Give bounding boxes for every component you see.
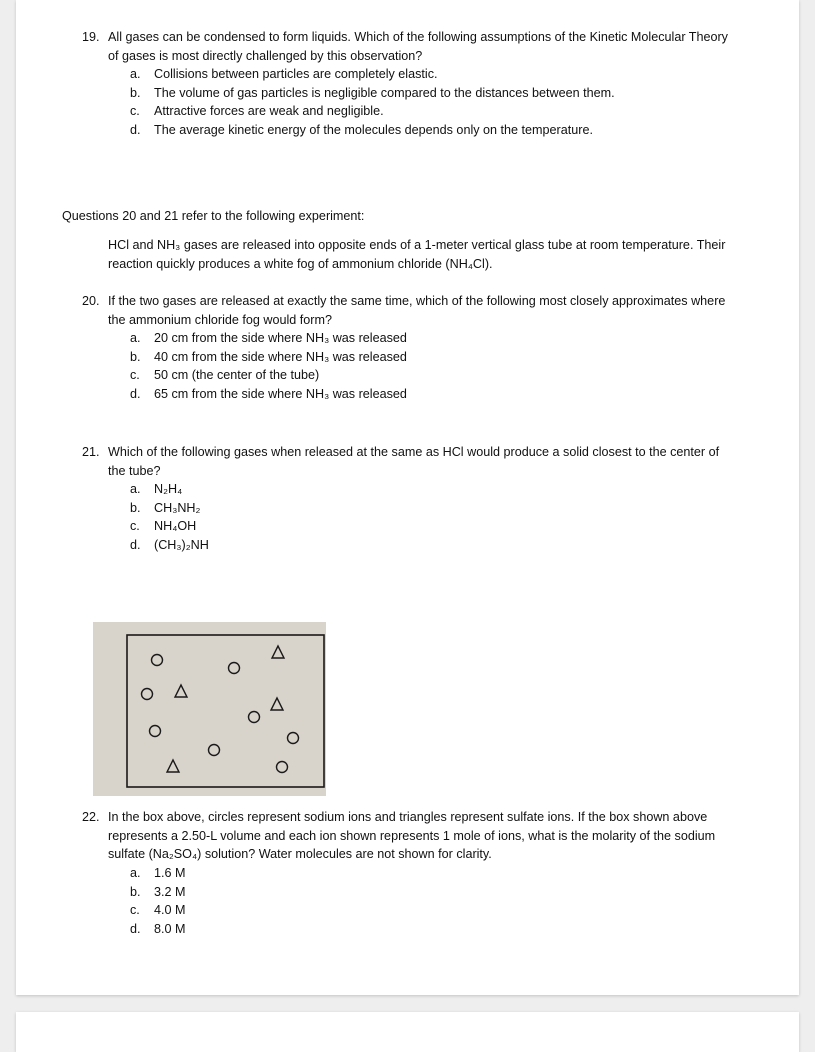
solution-box <box>127 635 324 787</box>
q19-option-c: c. Attractive forces are weak and negligible. <box>130 104 384 118</box>
q22-text <box>108 808 758 864</box>
sodium-ion <box>249 712 260 723</box>
sodium-ion <box>209 745 220 756</box>
sulfate-ion <box>175 685 187 697</box>
q22-option-d: d. 8.0 M <box>130 922 186 936</box>
q22-text-line1: In the box above, circles represent sodium ions and triangles represent sulfate ions. If the box shown above <box>108 810 708 824</box>
q21-option-a: a. N₂H₄ <box>130 482 183 496</box>
q19-text-line2: of gases is most directly challenged by this observation? <box>108 48 423 63</box>
scenario-line1: HCl and NH₃ gases are released into opposite ends of a 1-meter vertical glass tube at room temperature. Their <box>108 238 726 252</box>
sulfate-ion <box>167 760 179 772</box>
q22-number: 22. <box>82 810 100 824</box>
ion-box-figure <box>93 622 326 796</box>
q22-text-line2: represents a 2.50-L volume and each ion shown represents 1 mole of ions, what is the molarity of the sodium <box>108 828 716 843</box>
q22-option-b: b. 3.2 M <box>130 885 186 899</box>
questions-20-21-intro: Questions 20 and 21 refer to the following experiment: <box>62 209 365 223</box>
q20-option-c: c. 50 cm (the center of the tube) <box>130 368 320 382</box>
sodium-ion <box>152 655 163 666</box>
sodium-ion <box>288 733 299 744</box>
q19-option-b: b. The volume of gas particles is negligible compared to the distances between them. <box>130 86 615 100</box>
q21-option-d: d. (CH₃)₂NH <box>130 538 209 552</box>
sodium-ion <box>150 726 161 737</box>
document-page <box>16 0 799 995</box>
q21-number: 21. <box>82 445 100 459</box>
q21-option-c: c. NH₄OH <box>130 519 197 533</box>
q22-option-c: c. 4.0 M <box>130 903 186 917</box>
q20-option-a: a. 20 cm from the side where NH₃ was released <box>130 331 407 345</box>
experiment-scenario <box>108 236 758 273</box>
q20-text-line1: If the two gases are released at exactly the same time, which of the following most closely approximates where <box>108 294 726 308</box>
sodium-ion <box>277 762 288 773</box>
q22-option-a: a. 1.6 M <box>130 866 186 880</box>
q20-text-line2: the ammonium chloride fog would form? <box>108 312 332 327</box>
q21-text-line2: the tube? <box>108 463 161 478</box>
q21-option-b: b. CH₃NH₂ <box>130 501 201 515</box>
q20-option-b: b. 40 cm from the side where NH₃ was released <box>130 350 407 364</box>
q19-option-d: d. The average kinetic energy of the molecules depends only on the temperature. <box>130 123 593 137</box>
q22-text-line3: sulfate (Na₂SO₄) solution? Water molecules are not shown for clarity. <box>108 847 492 862</box>
next-page-edge <box>16 1012 799 1052</box>
ion-box-diagram <box>93 622 326 796</box>
q20-option-d: d. 65 cm from the side where NH₃ was released <box>130 387 407 401</box>
q19-option-a: a. Collisions between particles are completely elastic. <box>130 67 438 81</box>
q19-text-line1: All gases can be condensed to form liquids. Which of the following assumptions of the Kinetic Molecular Theory <box>108 30 728 44</box>
sodium-ion <box>229 663 240 674</box>
q21-text-line1: Which of the following gases when released at the same as HCl would produce a solid closest to the center of <box>108 445 720 459</box>
scenario-line2: reaction quickly produces a white fog of ammonium chloride (NH₄Cl). <box>108 256 493 271</box>
q20-text <box>108 292 758 329</box>
sulfate-ion <box>272 646 284 658</box>
q19-number: 19. <box>82 30 100 44</box>
sulfate-ion <box>271 698 283 710</box>
q20-number: 20. <box>82 294 100 308</box>
q21-text <box>108 443 758 480</box>
q19-text <box>108 28 758 65</box>
sodium-ion <box>142 689 153 700</box>
